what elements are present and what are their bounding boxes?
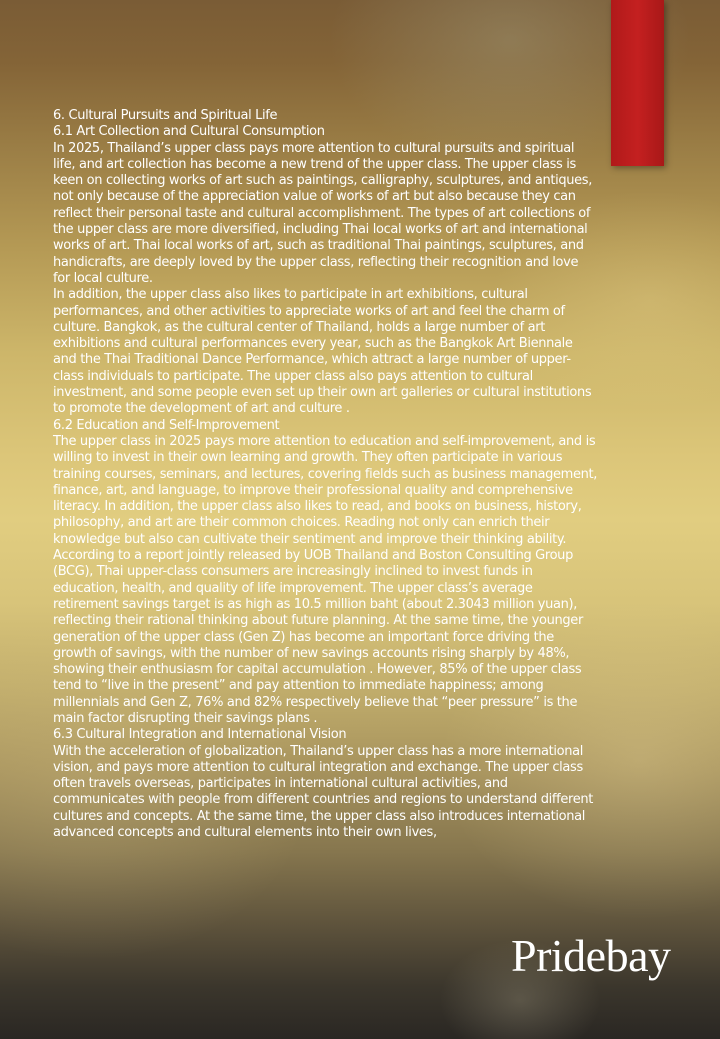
subsection-heading: 6.1 Art Collection and Cultural Consumption [53,124,325,140]
brand-logo: Pridebay [511,930,671,981]
paragraph: The upper class in 2025 pays more attention to education and self-improvement, and is willing to invest in their own learning and growth. They often participate in various training courses, seminars, and lectures, covering fields such as business management, finance, art, and language, to improve their professional quality and comprehensive literacy. In addition, the upper class also likes to read, and books on business, history, philosophy, and art are their common choices. Reading not only can enrich their knowledge but also can cultivate their sentiment and improve their thinking ability. [53,433,598,547]
paragraph: In 2025, Thailand’s upper class pays more attention to cultural pursuits and spiritual life, and art collection has become a new trend of the upper class. The upper class is keen on collecting works of art such as paintings, calligraphy, sculptures, and antiques, not only because of the appreciation value of works of art but also because they can reflect their personal taste and cultural accomplishment. The types of art collections of the upper class are more diversified, including Thai local works of art and international works of art. Thai local works of art, such as traditional Thai paintings, sculptures, and handicrafts, are deeply loved by the upper class, reflecting their recognition and love for local culture. [53,140,593,286]
red-ribbon-bookmark [611,0,664,166]
document-body [53,108,598,841]
paragraph: With the acceleration of globalization, Thailand’s upper class has a more international vision, and pays more attention to cultural integration and exchange. The upper class often travels overseas, participates in international cultural activities, and communicates with people from different countries and regions to understand different cultures and concepts. At the same time, the upper class also introduces international advanced concepts and cultural elements into their own lives, [53,743,593,841]
subsection-heading: 6.2 Education and Self-Improvement [53,417,280,433]
paragraph: According to a report jointly released by UOB Thailand and Boston Consulting Group (BCG), Thai upper-class consumers are increasingly inclined to invest funds in education, health, and quality of life improvement. The upper class’s average retirement savings target is as high as 10.5 million baht (about 2.3043 million yuan), reflecting their rational thinking about future planning. At the same time, the younger generation of the upper class (Gen Z) has become an important force driving the growth of savings, with the number of new savings accounts rising sharply by 48%, showing their enthusiasm for capital accumulation . However, 85% of the upper class tend to “live in the present” and pay attention to immediate happiness; among millennials and Gen Z, 76% and 82% respectively believe that “peer pressure” is the main factor disrupting their savings plans . [53,548,583,726]
section-heading: 6. Cultural Pursuits and Spiritual Life [53,108,278,123]
paragraph: In addition, the upper class also likes to participate in art exhibitions, cultural performances, and other activities to appreciate works of art and feel the charm of culture. Bangkok, as the cultural center of Thailand, holds a large number of art exhibitions and cultural performances every year, such as the Bangkok Art Biennale and the Thai Traditional Dance Performance, which attract a large number of upper-class individuals to participate. The upper class also pays attention to cultural investment, and some people even set up their own art galleries or cultural institutions to promote the development of art and culture . [53,287,592,417]
subsection-heading: 6.3 Cultural Integration and International Vision [53,727,347,743]
